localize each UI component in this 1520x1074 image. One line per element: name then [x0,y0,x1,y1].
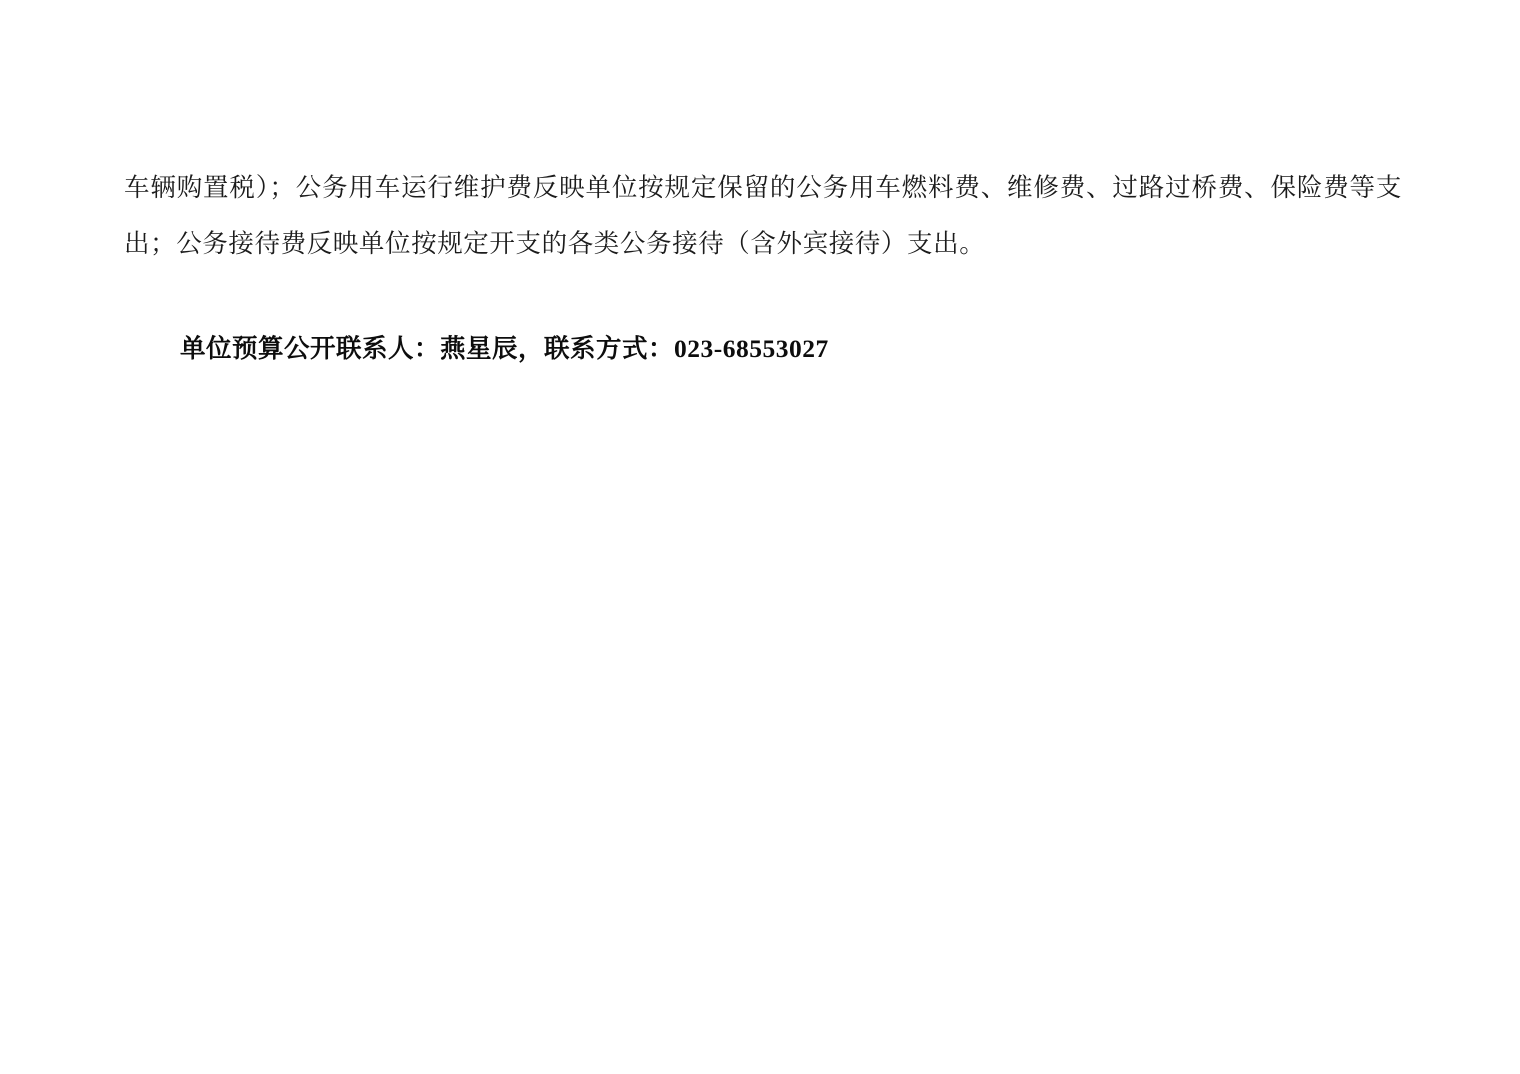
budget-disclosure-contact-line: 单位预算公开联系人：燕星辰，联系方式：023-68553027 [180,333,829,363]
paragraph-expense-explanation: 车辆购置税）；公务用车运行维护费反映单位按规定保留的公务用车燃料费、维修费、过路过桥费、保险费等支出；公务接待费反映单位按规定开支的各类公务接待（含外宾接待）支出。 [124,172,1402,258]
